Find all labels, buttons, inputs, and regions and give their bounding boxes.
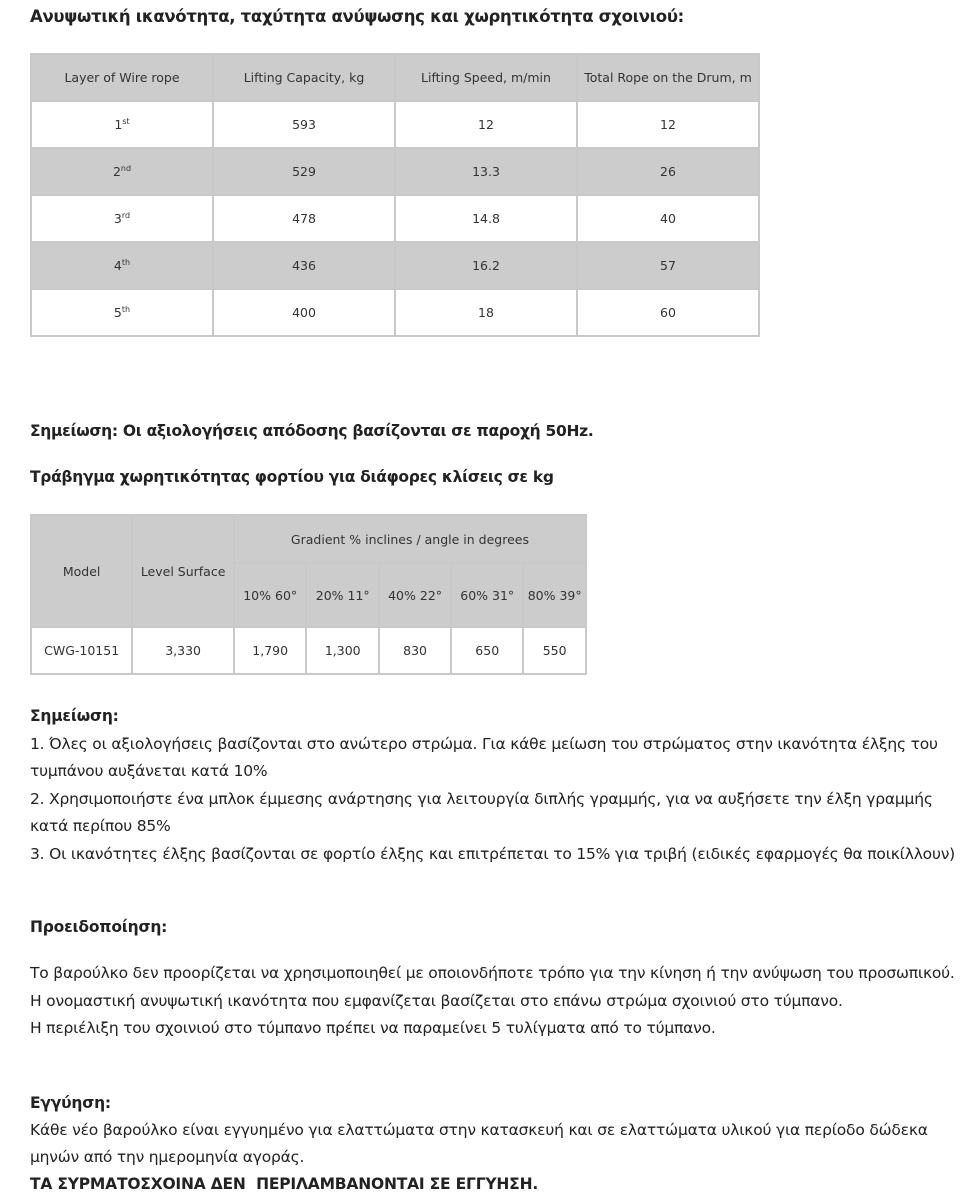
cell-layer: 5th [31,289,213,336]
cell-gradient-value: 1,300 [306,627,379,674]
cell-rope: 26 [577,148,759,195]
warning-title: Προειδοποίηση: [30,918,168,936]
warranty-text: Κάθε νέο βαρούλκο είναι εγγυημένο για ελαττώματα στην κατασκευή και σε ελαττώματα υλικού για περίοδο δώδεκα μηνών από την ημερομηνία αγοράς. [30,1121,928,1166]
table-header-row [31,54,759,101]
table-row [31,148,759,195]
cell-speed: 12 [395,101,577,148]
warning-line: Το βαρούλκο δεν προορίζεται να χρησιμοποιηθεί με οποιονδήποτε τρόπο για την κίνηση ή την ανύψωση του προσωπικού. [30,964,955,982]
cell-rope: 12 [577,101,759,148]
cell-model: CWG-10151 [31,627,132,674]
table-row [31,195,759,242]
warranty-title: Εγγύηση: [30,1094,111,1112]
table-header-row [31,515,586,563]
cell-rope: 40 [577,195,759,242]
cell-gradient-value: 830 [379,627,451,674]
header-capacity: Lifting Capacity, kg [213,54,395,101]
cell-capacity: 436 [213,242,395,289]
header-gradient-col: 10% 60° [234,563,307,627]
warning-section [30,960,960,1043]
table-row [31,289,759,336]
cell-gradient-value: 1,790 [234,627,307,674]
cell-speed: 13.3 [395,148,577,195]
cell-level-surface: 3,330 [132,627,234,674]
note-item: 3. Οι ικανότητες έλξης βασίζονται σε φορτίο έλξης και επιτρέπεται το 15% για τριβή (ειδικές εφαρμογές θα ποικίλλουν) [30,844,956,863]
header-gradient-col: 20% 11° [306,563,379,627]
header-gradient-col: 60% 31° [451,563,523,627]
warranty-section [30,1090,960,1198]
notes-section [30,703,960,868]
cell-speed: 16.2 [395,242,577,289]
cell-capacity: 478 [213,195,395,242]
gradient-table [30,514,587,675]
cell-layer: 2nd [31,148,213,195]
header-model: Model [31,515,132,627]
header-layer: Layer of Wire rope [31,54,213,101]
header-gradient: Gradient % inclines / angle in degrees [234,515,586,563]
header-rope: Total Rope on the Drum, m [577,54,759,101]
cell-layer: 1st [31,101,213,148]
note-item: 1. Όλες οι αξιολογήσεις βασίζονται στο ανώτερο στρώμα. Για κάθε μείωση του στρώματος στην ικανότητα έλξης του τυμπάνου αυξάνεται κατά 10% [30,734,938,780]
header-gradient-col: 80% 39° [523,563,586,627]
header-speed: Lifting Speed, m/min [395,54,577,101]
cell-layer: 3rd [31,195,213,242]
table-row [31,627,586,674]
cell-rope: 57 [577,242,759,289]
cell-speed: 14.8 [395,195,577,242]
warranty-exclusion: ΤΑ ΣΥΡΜΑΤΟΣΧΟΙΝΑ ΔΕΝ ΠΕΡΙΛΑΜΒΑΝΟΝΤΑΙ ΣΕ ΕΓΓΥΗΣΗ. [30,1175,539,1193]
cell-gradient-value: 550 [523,627,586,674]
cell-layer: 4th [31,242,213,289]
capacity-table [30,53,760,337]
header-gradient-col: 40% 22° [379,563,451,627]
warning-line: Η περιέλιξη του σχοινιού στο τύμπανο πρέπει να παραμείνει 5 τυλίγματα από το τύμπανο. [30,1019,716,1037]
note-item: 2. Χρησιμοποιήστε ένα μπλοκ έμμεσης ανάρτησης για λειτουργία διπλής γραμμής, για να αυξήσετε την έλξη γραμμής κατά περίπου 85% [30,789,933,835]
cell-capacity: 400 [213,289,395,336]
capacity-heading: Ανυψωτική ικανότητα, ταχύτητα ανύψωσης και χωρητικότητα σχοινιού: [30,7,684,26]
cell-capacity: 529 [213,148,395,195]
drag-capacity-heading: Τράβηγμα χωρητικότητας φορτίου για διάφορες κλίσεις σε kg [30,468,554,486]
table-row [31,242,759,289]
table-row [31,101,759,148]
notes-title: Σημείωση: [30,707,119,725]
supply-note: Σημείωση: Οι αξιολογήσεις απόδοσης βασίζονται σε παροχή 50Hz. [30,422,594,440]
cell-rope: 60 [577,289,759,336]
cell-speed: 18 [395,289,577,336]
header-level-surface: Level Surface [132,515,234,627]
cell-gradient-value: 650 [451,627,523,674]
cell-capacity: 593 [213,101,395,148]
warning-line: Η ονομαστική ανυψωτική ικανότητα που εμφανίζεται βασίζεται στο επάνω στρώμα σχοινιού στο τύμπανο. [30,991,843,1010]
